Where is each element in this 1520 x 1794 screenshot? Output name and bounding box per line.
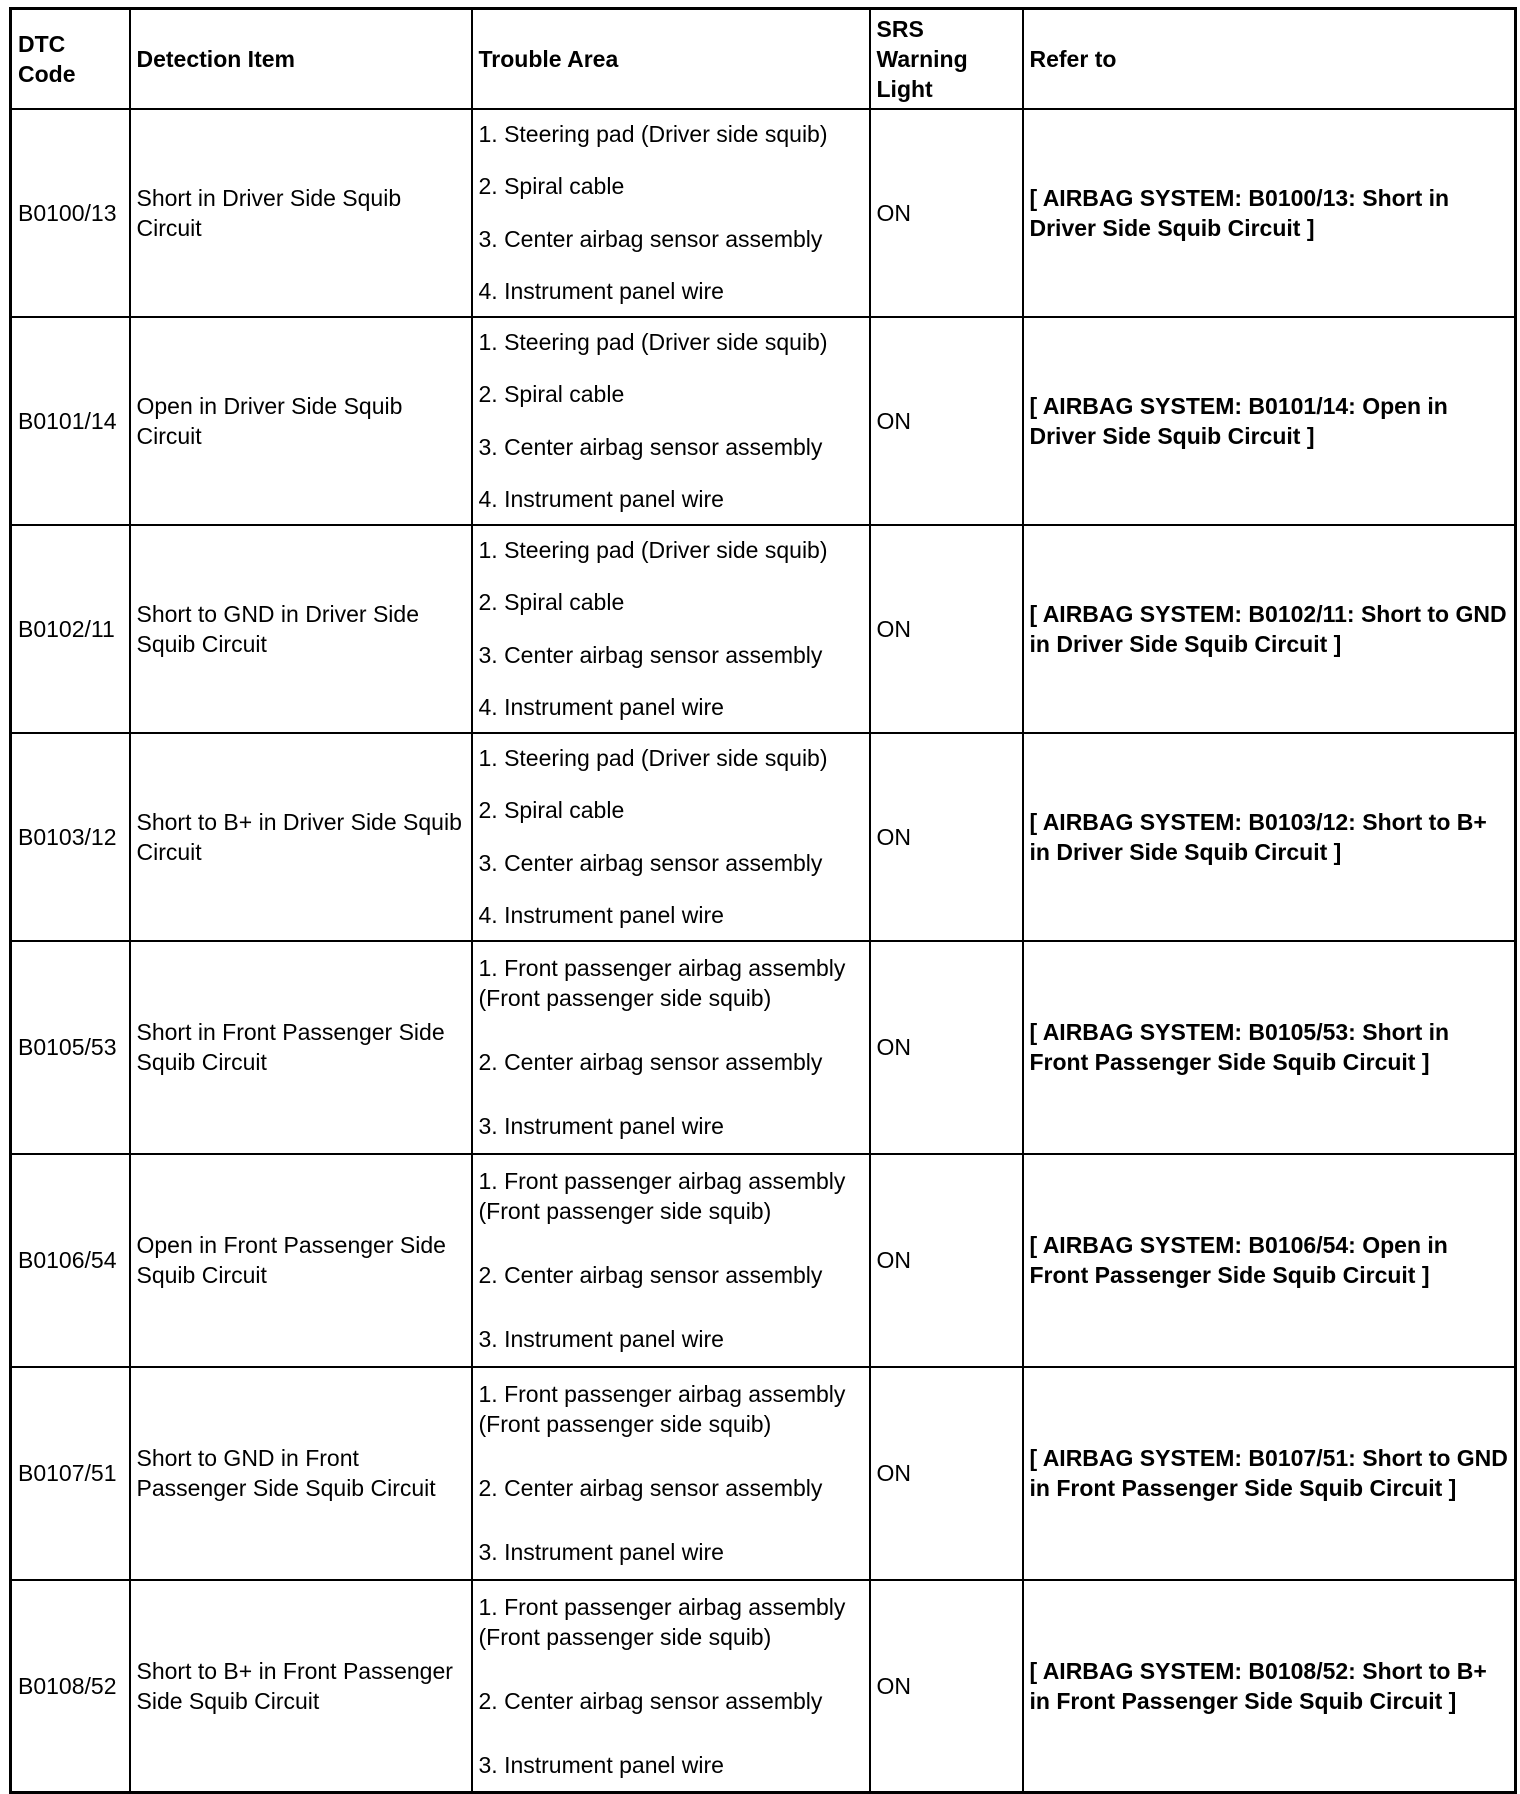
trouble-area-cell: [472, 525, 870, 733]
refer-to-link[interactable]: [ AIRBAG SYSTEM: B0102/11: Short to GND in Driver Side Squib Circuit ]: [1023, 525, 1516, 733]
detection-item-cell: Open in Front Passenger Side Squib Circuit: [130, 1154, 472, 1367]
srs-warning-light-cell: ON: [870, 1154, 1023, 1367]
srs-warning-light-cell: ON: [870, 1580, 1023, 1793]
trouble-area-item: 4. Instrument panel wire: [478, 694, 724, 721]
refer-to-link[interactable]: [ AIRBAG SYSTEM: B0105/53: Short in Front Passenger Side Squib Circuit ]: [1023, 941, 1516, 1154]
trouble-area-list: [479, 1162, 863, 1358]
detection-item-cell: Short to GND in Front Passenger Side Squib Circuit: [130, 1367, 472, 1580]
refer-to-link[interactable]: [ AIRBAG SYSTEM: B0103/12: Short to B+ in Driver Side Squib Circuit ]: [1023, 733, 1516, 941]
dtc-code-cell: B0100/13: [11, 109, 130, 317]
trouble-area-item: 3. Instrument panel wire: [478, 1326, 724, 1352]
dtc-code-cell: B0108/52: [11, 1580, 130, 1793]
trouble-area-list: [479, 1588, 863, 1784]
trouble-area-item: 2. Center airbag sensor assembly: [478, 1262, 823, 1288]
trouble-area-cell: [472, 941, 870, 1154]
dtc-code-cell: B0101/14: [11, 317, 130, 525]
detection-item-cell: Short to B+ in Front Passenger Side Squib Circuit: [130, 1580, 472, 1793]
detection-item-cell: Short in Front Passenger Side Squib Circuit: [130, 941, 472, 1154]
refer-to-link[interactable]: [ AIRBAG SYSTEM: B0100/13: Short in Driver Side Squib Circuit ]: [1023, 109, 1516, 317]
trouble-area-list: [479, 1375, 863, 1571]
trouble-area-list: [479, 115, 863, 311]
refer-to-link[interactable]: [ AIRBAG SYSTEM: B0106/54: Open in Front Passenger Side Squib Circuit ]: [1023, 1154, 1516, 1367]
trouble-area-cell: [472, 1154, 870, 1367]
trouble-area-item: 1. Steering pad (Driver side squib): [478, 328, 828, 355]
table-row: [11, 109, 1516, 317]
trouble-area-item: 3. Center airbag sensor assembly: [478, 849, 823, 876]
trouble-area-item: 1. Front passenger airbag assembly (Front passenger side squib): [478, 1168, 846, 1224]
refer-to-link[interactable]: [ AIRBAG SYSTEM: B0107/51: Short to GND in Front Passenger Side Squib Circuit ]: [1023, 1367, 1516, 1580]
detection-item-cell: Open in Driver Side Squib Circuit: [130, 317, 472, 525]
trouble-area-list: [479, 531, 863, 727]
trouble-area-item: 1. Front passenger airbag assembly (Front passenger side squib): [478, 955, 846, 1011]
refer-to-link[interactable]: [ AIRBAG SYSTEM: B0108/52: Short to B+ in Front Passenger Side Squib Circuit ]: [1023, 1580, 1516, 1793]
srs-warning-light-cell: ON: [870, 733, 1023, 941]
detection-item-cell: Short to B+ in Driver Side Squib Circuit: [130, 733, 472, 941]
table-row: [11, 1580, 1516, 1793]
trouble-area-cell: [472, 1580, 870, 1793]
trouble-area-item: 1. Steering pad (Driver side squib): [478, 536, 828, 563]
trouble-area-item: 2. Center airbag sensor assembly: [478, 1475, 823, 1501]
trouble-area-cell: [472, 733, 870, 941]
detection-item-cell: Short in Driver Side Squib Circuit: [130, 109, 472, 317]
srs-warning-light-cell: ON: [870, 109, 1023, 317]
srs-warning-light-cell: ON: [870, 1367, 1023, 1580]
trouble-area-item: 3. Center airbag sensor assembly: [478, 433, 823, 460]
header-refer-to: Refer to: [1023, 9, 1516, 109]
table-row: [11, 733, 1516, 941]
trouble-area-item: 3. Instrument panel wire: [478, 1751, 724, 1778]
trouble-area-item: 3. Instrument panel wire: [478, 1113, 724, 1139]
trouble-area-item: 2. Spiral cable: [478, 173, 625, 200]
trouble-area-item: 1. Front passenger airbag assembly (Front passenger side squib): [478, 1381, 846, 1437]
srs-warning-light-cell: ON: [870, 525, 1023, 733]
detection-item-cell: Short to GND in Driver Side Squib Circuit: [130, 525, 472, 733]
trouble-area-item: 1. Steering pad (Driver side squib): [478, 120, 828, 147]
trouble-area-item: 1. Steering pad (Driver side squib): [478, 744, 828, 771]
header-srs-warning-light: SRS Warning Light: [870, 9, 1023, 109]
trouble-area-list: [479, 323, 863, 519]
header-row: [11, 9, 1516, 109]
trouble-area-item: 2. Spiral cable: [478, 797, 625, 824]
dtc-code-cell: B0103/12: [11, 733, 130, 941]
trouble-area-item: 3. Center airbag sensor assembly: [478, 225, 823, 252]
dtc-code-cell: B0102/11: [11, 525, 130, 733]
trouble-area-item: 2. Spiral cable: [478, 589, 625, 616]
trouble-area-list: [479, 739, 863, 935]
trouble-area-item: 4. Instrument panel wire: [478, 486, 724, 513]
table-body: [11, 109, 1516, 1793]
header-dtc-code: DTC Code: [11, 9, 130, 109]
dtc-code-cell: B0107/51: [11, 1367, 130, 1580]
trouble-area-item: 2. Center airbag sensor assembly: [478, 1687, 823, 1714]
trouble-area-item: 2. Spiral cable: [478, 381, 625, 408]
dtc-code-cell: B0105/53: [11, 941, 130, 1154]
table-row: [11, 941, 1516, 1154]
table-row: [11, 525, 1516, 733]
table-row: [11, 317, 1516, 525]
table-row: [11, 1367, 1516, 1580]
dtc-table: [9, 7, 1517, 1794]
trouble-area-cell: [472, 1367, 870, 1580]
srs-warning-light-cell: ON: [870, 317, 1023, 525]
header-trouble-area: Trouble Area: [472, 9, 870, 109]
dtc-code-cell: B0106/54: [11, 1154, 130, 1367]
trouble-area-item: 4. Instrument panel wire: [478, 902, 724, 929]
trouble-area-item: 1. Front passenger airbag assembly (Front passenger side squib): [478, 1593, 846, 1650]
trouble-area-item: 2. Center airbag sensor assembly: [478, 1049, 823, 1075]
trouble-area-item: 3. Instrument panel wire: [478, 1539, 724, 1565]
header-detection-item: Detection Item: [130, 9, 472, 109]
trouble-area-item: 4. Instrument panel wire: [478, 278, 724, 305]
trouble-area-list: [479, 949, 863, 1145]
table-row: [11, 1154, 1516, 1367]
trouble-area-cell: [472, 317, 870, 525]
trouble-area-cell: [472, 109, 870, 317]
refer-to-link[interactable]: [ AIRBAG SYSTEM: B0101/14: Open in Driver Side Squib Circuit ]: [1023, 317, 1516, 525]
srs-warning-light-cell: ON: [870, 941, 1023, 1154]
trouble-area-item: 3. Center airbag sensor assembly: [478, 641, 823, 668]
